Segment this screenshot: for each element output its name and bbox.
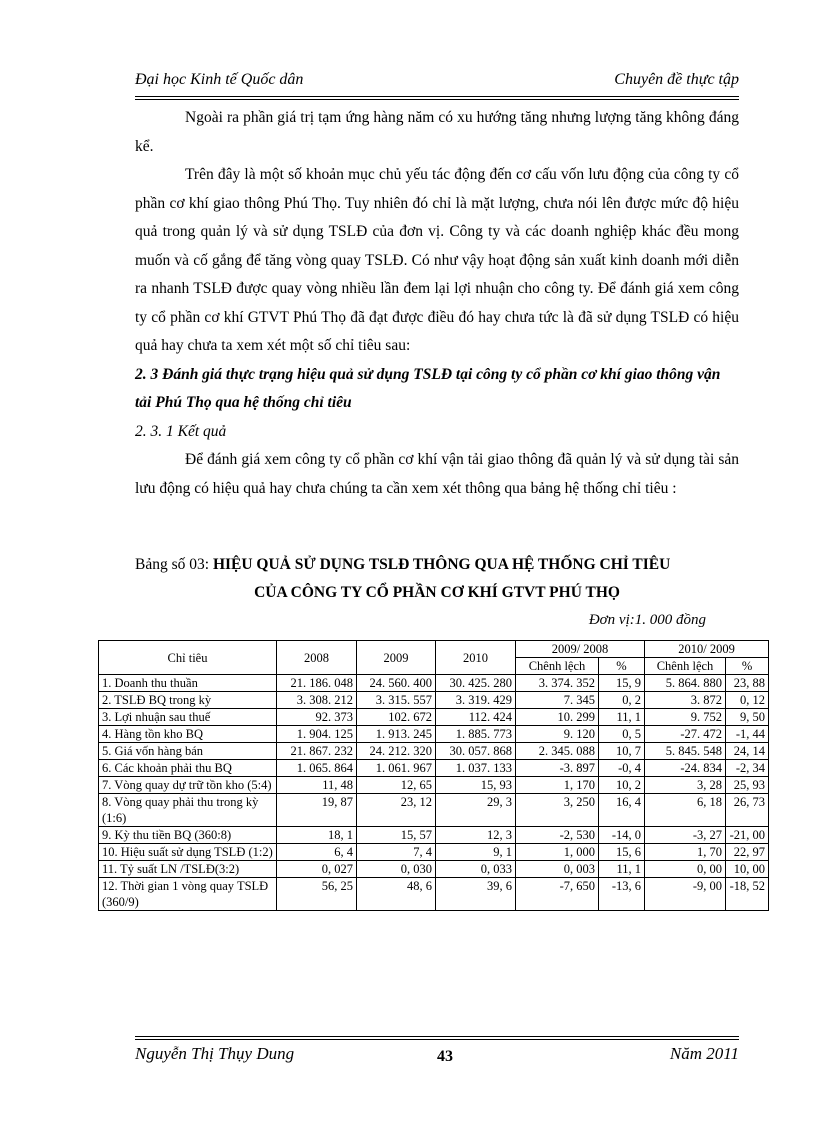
value-cell: 12, 3	[436, 827, 516, 844]
caption-title-line2: CỦA CÔNG TY CỔ PHẦN CƠ KHÍ GTVT PHÚ THỌ	[254, 584, 620, 601]
value-cell: 3. 872	[645, 692, 726, 709]
header-pct-2: %	[726, 658, 769, 675]
paragraph-1: Ngoài ra phần giá trị tạm ứng hàng năm có xu hướng tăng nhưng lượng tăng không đáng kể.	[135, 109, 739, 155]
page-header	[135, 71, 739, 95]
value-cell: 0, 003	[516, 861, 599, 878]
subsection-heading: 2. 3. 1 Kết quả	[135, 422, 227, 440]
value-cell: 12, 65	[357, 777, 436, 794]
value-cell: -24. 834	[645, 760, 726, 777]
table-row	[99, 760, 769, 777]
header-pct-1: %	[599, 658, 645, 675]
value-cell: 1, 170	[516, 777, 599, 794]
paragraph-3: Để đánh giá xem công ty cổ phần cơ khí vận tải giao thông đã quản lý và sử dụng tài sản lưu động có hiệu quả hay chưa chúng ta cần xem xét thông qua bảng hệ thống chỉ tiêu :	[135, 451, 739, 497]
header-2009: 2009	[357, 641, 436, 675]
value-cell: -2, 530	[516, 827, 599, 844]
value-cell: 18, 1	[277, 827, 357, 844]
body-text	[135, 104, 739, 503]
indicator-cell: 4. Hàng tồn kho BQ	[99, 726, 277, 743]
value-cell: 22, 97	[726, 844, 769, 861]
value-cell: 10, 00	[726, 861, 769, 878]
indicator-cell: 10. Hiệu suất sử dụng TSLĐ (1:2)	[99, 844, 277, 861]
value-cell: 3. 308. 212	[277, 692, 357, 709]
value-cell: 9, 50	[726, 709, 769, 726]
indicator-cell: 12. Thời gian 1 vòng quay TSLĐ (360/9)	[99, 878, 277, 911]
value-cell: -13, 6	[599, 878, 645, 911]
value-cell: 112. 424	[436, 709, 516, 726]
value-cell: 1. 037. 133	[436, 760, 516, 777]
value-cell: 0, 00	[645, 861, 726, 878]
table-row	[99, 743, 769, 760]
value-cell: 5. 864. 880	[645, 675, 726, 692]
value-cell: 1. 904. 125	[277, 726, 357, 743]
table-row	[99, 861, 769, 878]
table-row	[99, 878, 769, 911]
value-cell: 3. 315. 557	[357, 692, 436, 709]
value-cell: 7, 4	[357, 844, 436, 861]
value-cell: 15, 93	[436, 777, 516, 794]
value-cell: 3, 28	[645, 777, 726, 794]
value-cell: 0, 2	[599, 692, 645, 709]
header-indicator: Chỉ tiêu	[99, 641, 277, 675]
header-2010-vs-2009: 2010/ 2009	[645, 641, 769, 658]
value-cell: 1. 913. 245	[357, 726, 436, 743]
indicator-cell: 7. Vòng quay dự trữ tồn kho (5:4)	[99, 777, 277, 794]
value-cell: 24, 14	[726, 743, 769, 760]
value-cell: 39, 6	[436, 878, 516, 911]
value-cell: 0, 033	[436, 861, 516, 878]
value-cell: 1. 061. 967	[357, 760, 436, 777]
indicator-cell: 5. Giá vốn hàng bán	[99, 743, 277, 760]
page-number: 43	[437, 1048, 453, 1065]
table-row	[99, 692, 769, 709]
value-cell: 1, 70	[645, 844, 726, 861]
value-cell: 23, 88	[726, 675, 769, 692]
value-cell: 24. 560. 400	[357, 675, 436, 692]
value-cell: 9. 752	[645, 709, 726, 726]
caption-label: Bảng số 03:	[135, 556, 213, 573]
value-cell: -21, 00	[726, 827, 769, 844]
value-cell: 24. 212. 320	[357, 743, 436, 760]
value-cell: 10. 299	[516, 709, 599, 726]
value-cell: 19, 87	[277, 794, 357, 827]
header-university: Đại học Kinh tế Quốc dân	[135, 71, 304, 88]
value-cell: 15, 57	[357, 827, 436, 844]
value-cell: 5. 845. 548	[645, 743, 726, 760]
header-2008: 2008	[277, 641, 357, 675]
value-cell: -2, 34	[726, 760, 769, 777]
indicator-cell: 9. Kỳ thu tiền BQ (360:8)	[99, 827, 277, 844]
value-cell: 16, 4	[599, 794, 645, 827]
value-cell: 15, 9	[599, 675, 645, 692]
efficiency-table	[98, 640, 769, 911]
value-cell: -7, 650	[516, 878, 599, 911]
value-cell: 1, 000	[516, 844, 599, 861]
indicator-cell: 8. Vòng quay phải thu trong kỳ (1:6)	[99, 794, 277, 827]
value-cell: 56, 25	[277, 878, 357, 911]
value-cell: 23, 12	[357, 794, 436, 827]
value-cell: 6, 18	[645, 794, 726, 827]
table-row	[99, 844, 769, 861]
value-cell: 92. 373	[277, 709, 357, 726]
value-cell: 1. 065. 864	[277, 760, 357, 777]
header-2009-vs-2008: 2009/ 2008	[516, 641, 645, 658]
value-cell: 30. 057. 868	[436, 743, 516, 760]
value-cell: 15, 6	[599, 844, 645, 861]
value-cell: 6, 4	[277, 844, 357, 861]
value-cell: 11, 48	[277, 777, 357, 794]
page-footer	[135, 1044, 739, 1070]
value-cell: -27. 472	[645, 726, 726, 743]
value-cell: 21. 867. 232	[277, 743, 357, 760]
value-cell: 10, 2	[599, 777, 645, 794]
paragraph-2: Trên đây là một số khoản mục chủ yếu tác động đến cơ cấu vốn lưu động của công ty cổ phần cơ khí giao thông Phú Thọ. Tuy nhiên đó chỉ là mặt lượng, chưa nói lên được mức độ hiệu quả trong quản lý và sử dụng TSLĐ của đơn vị. Công ty và các doanh nghiệp khác đều mong muốn và cố gắng để tăng vòng quay TSLĐ. Có như vậy hoạt động sản xuất kinh doanh mới diễn ra nhanh TSLĐ được quay vòng nhiều lần đem lại lợi nhuận cho công ty. Để đánh giá xem công ty cổ phần cơ khí GTVT Phú Thọ đã đạt được điều đó hay chưa tức là đã sử dụng TSLĐ có hiệu quả hay chưa ta xem xét một số chỉ tiêu sau:	[135, 166, 739, 354]
value-cell: -3, 27	[645, 827, 726, 844]
value-cell: 29, 3	[436, 794, 516, 827]
value-cell: 3, 250	[516, 794, 599, 827]
value-cell: -1, 44	[726, 726, 769, 743]
value-cell: 7. 345	[516, 692, 599, 709]
value-cell: 48, 6	[357, 878, 436, 911]
value-cell: 10, 7	[599, 743, 645, 760]
value-cell: 11, 1	[599, 709, 645, 726]
value-cell: 3. 319. 429	[436, 692, 516, 709]
table-row	[99, 777, 769, 794]
indicator-cell: 2. TSLĐ BQ trong kỳ	[99, 692, 277, 709]
table-row	[99, 794, 769, 827]
value-cell: 1. 885. 773	[436, 726, 516, 743]
value-cell: 102. 672	[357, 709, 436, 726]
value-cell: -14, 0	[599, 827, 645, 844]
header-report-type: Chuyên đề thực tập	[614, 71, 739, 88]
value-cell: -3. 897	[516, 760, 599, 777]
indicator-cell: 3. Lợi nhuận sau thuế	[99, 709, 277, 726]
table-row	[99, 726, 769, 743]
value-cell: 0, 12	[726, 692, 769, 709]
indicator-cell: 1. Doanh thu thuần	[99, 675, 277, 692]
header-rule	[135, 96, 739, 100]
footer-rule	[135, 1036, 739, 1040]
value-cell: 30. 425. 280	[436, 675, 516, 692]
value-cell: 0, 027	[277, 861, 357, 878]
value-cell: 21. 186. 048	[277, 675, 357, 692]
caption-title-line1: HIỆU QUẢ SỬ DỤNG TSLĐ THÔNG QUA HỆ THỐNG CHỈ TIÊU	[212, 556, 671, 573]
table-row	[99, 827, 769, 844]
section-heading: 2. 3 Đánh giá thực trạng hiệu quả sử dụng TSLĐ tại công ty cổ phần cơ khí giao thông vận tải Phú Thọ qua hệ thống chỉ tiêu	[135, 365, 721, 411]
value-cell: 0, 030	[357, 861, 436, 878]
value-cell: 2. 345. 088	[516, 743, 599, 760]
value-cell: 9, 1	[436, 844, 516, 861]
value-cell: 26, 73	[726, 794, 769, 827]
footer-author: Nguyễn Thị Thụy Dung	[135, 1044, 295, 1063]
value-cell: 11, 1	[599, 861, 645, 878]
value-cell: 9. 120	[516, 726, 599, 743]
value-cell: -0, 4	[599, 760, 645, 777]
table-caption	[135, 551, 739, 607]
value-cell: -18, 52	[726, 878, 769, 911]
table-row	[99, 675, 769, 692]
value-cell: 0, 5	[599, 726, 645, 743]
header-2010: 2010	[436, 641, 516, 675]
value-cell: 3. 374. 352	[516, 675, 599, 692]
footer-year: Năm 2011	[669, 1044, 739, 1063]
indicator-cell: 6. Các khoản phải thu BQ	[99, 760, 277, 777]
header-diff-1: Chênh lệch	[516, 658, 599, 675]
table-row	[99, 709, 769, 726]
indicator-cell: 11. Tỷ suất LN /TSLĐ(3:2)	[99, 861, 277, 878]
value-cell: 25, 93	[726, 777, 769, 794]
header-diff-2: Chênh lệch	[645, 658, 726, 675]
unit-note: Đơn vị:1. 000 đồng	[588, 612, 706, 628]
value-cell: -9, 00	[645, 878, 726, 911]
